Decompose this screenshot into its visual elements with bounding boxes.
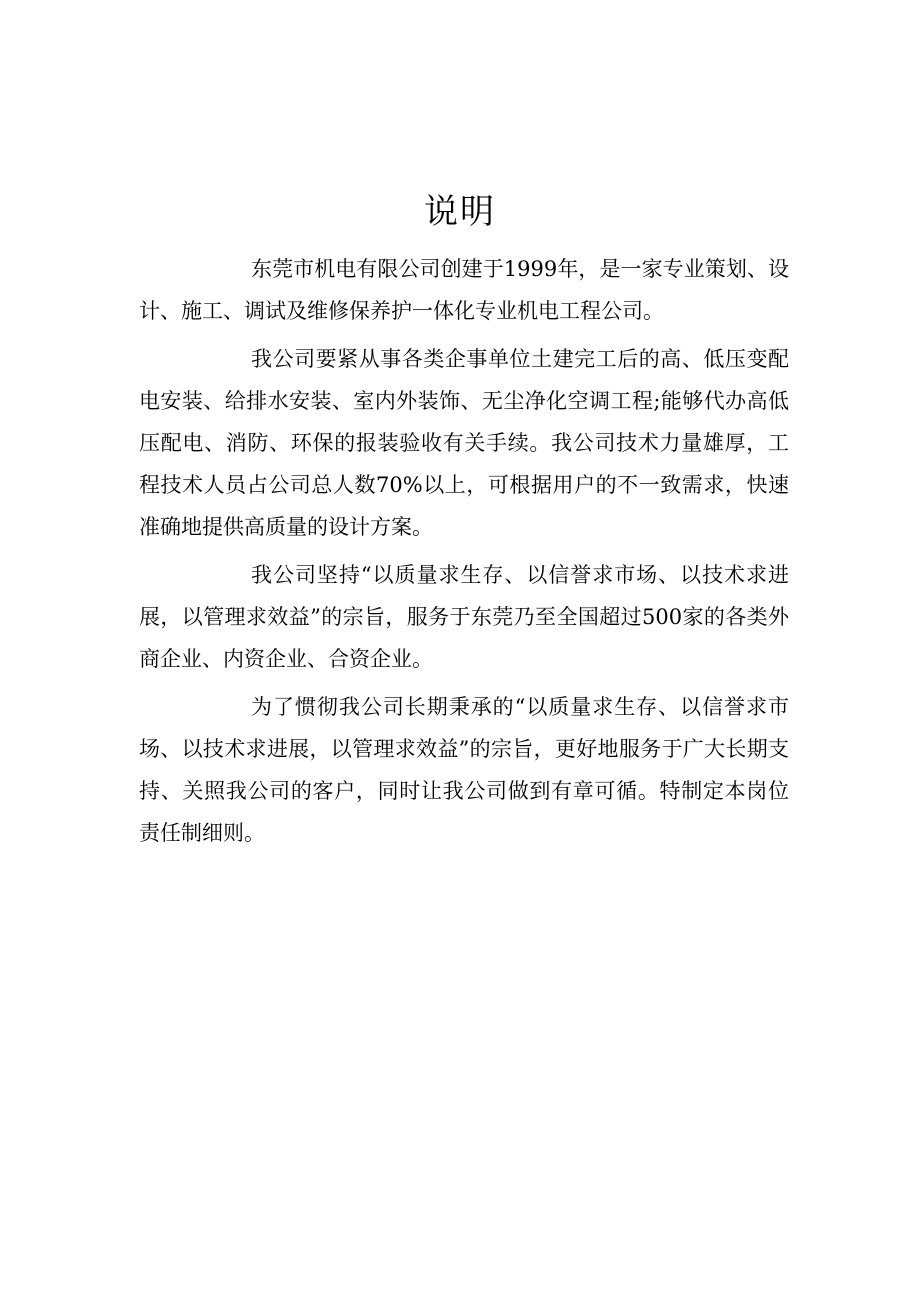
document-body (139, 248, 789, 860)
paragraph-service-tenet: 我公司坚持“以质量求生存、以信誉求市场、以技术求进展，以管理求效益”的宗旨，服务于东莞乃至全国超过500家的各类外商企业、内资企业、合资企业。 (139, 563, 789, 671)
paragraph-purpose: 为了惯彻我公司长期秉承的“以质量求生存、以信誉求市场、以技术求进展，以管理求效益”的宗旨，更好地服务于广大长期支持、关照我公司的客户，同时让我公司做到有章可循。特制定本岗位责任制细则。 (139, 695, 789, 845)
paragraph-company-intro: 东莞市机电有限公司创建于1999年，是一家专业策划、设计、施工、调试及维修保养护一体化专业机电工程公司。 (139, 257, 789, 323)
paragraph-business-scope: 我公司要紧从事各类企事单位土建完工后的高、低压变配电安装、给排水安装、室内外装饰、无尘净化空调工程;能够代办高低压配电、消防、环保的报装验收有关手续。我公司技术力量雄厚，工程技术人员占公司总人数70%以上，可根据用户的不一致需求，快速准确地提供高质量的设计方案。 (139, 347, 789, 539)
page-title: 说明 (424, 192, 496, 232)
